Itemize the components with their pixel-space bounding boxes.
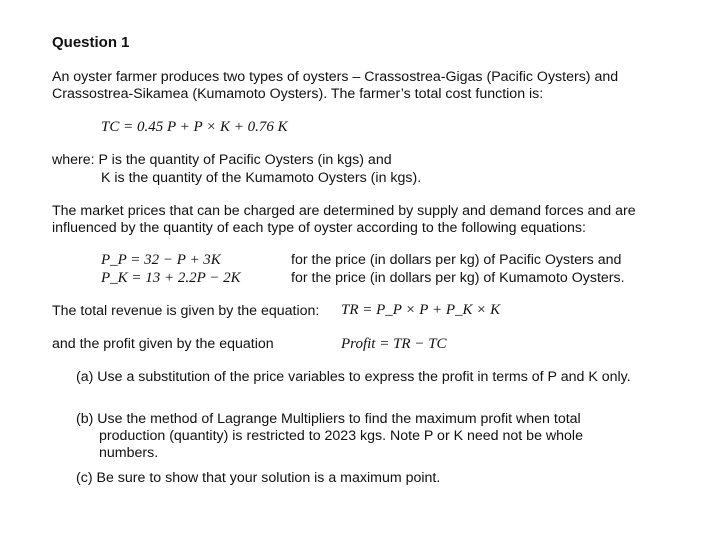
profit-equation: Profit = TR − TC <box>341 336 447 352</box>
revenue-text: The total revenue is given by the equation: <box>52 303 320 319</box>
part-c: (c) Be sure to show that your solution is a maximum point. <box>76 470 441 486</box>
intro-line-1: An oyster farmer produces two types of oysters – Crassostrea-Gigas (Pacific Oysters) and <box>52 69 619 85</box>
market-line-1: The market prices that can be charged are determined by supply and demand forces and are <box>52 203 636 219</box>
price-description-pacific: for the price (in dollars per kg) of Pacific Oysters and <box>291 252 622 268</box>
market-line-2: influenced by the quantity of each type of oyster according to the following equations: <box>52 220 586 236</box>
question-title: Question 1 <box>52 34 130 51</box>
price-equation-kumamoto: P_K = 13 + 2.2P − 2K <box>101 270 241 286</box>
profit-text: and the profit given by the equation <box>52 336 274 352</box>
intro-line-2: Crassostrea-Sikamea (Kumamoto Oysters). The farmer’s total cost function is: <box>52 86 544 102</box>
price-description-kumamoto: for the price (in dollars per kg) of Kumamoto Oysters. <box>291 270 625 286</box>
part-b-line-1: (b) Use the method of Lagrange Multipliers to find the maximum profit when total <box>76 411 581 427</box>
part-b-line-2: production (quantity) is restricted to 2023 kgs. Note P or K need not be whole <box>99 428 583 444</box>
cost-equation: TC = 0.45 P + P × K + 0.76 K <box>101 119 288 135</box>
revenue-equation: TR = P_P × P + P_K × K <box>341 302 501 318</box>
part-b-line-3: numbers. <box>99 445 159 461</box>
where-line-2: K is the quantity of the Kumamoto Oysters (in kgs). <box>101 170 422 186</box>
price-equation-pacific: P_P = 32 − P + 3K <box>101 252 221 268</box>
part-a: (a) Use a substitution of the price variables to express the profit in terms of P and K only. <box>76 369 631 385</box>
where-line-1: where: P is the quantity of Pacific Oysters (in kgs) and <box>52 152 392 168</box>
